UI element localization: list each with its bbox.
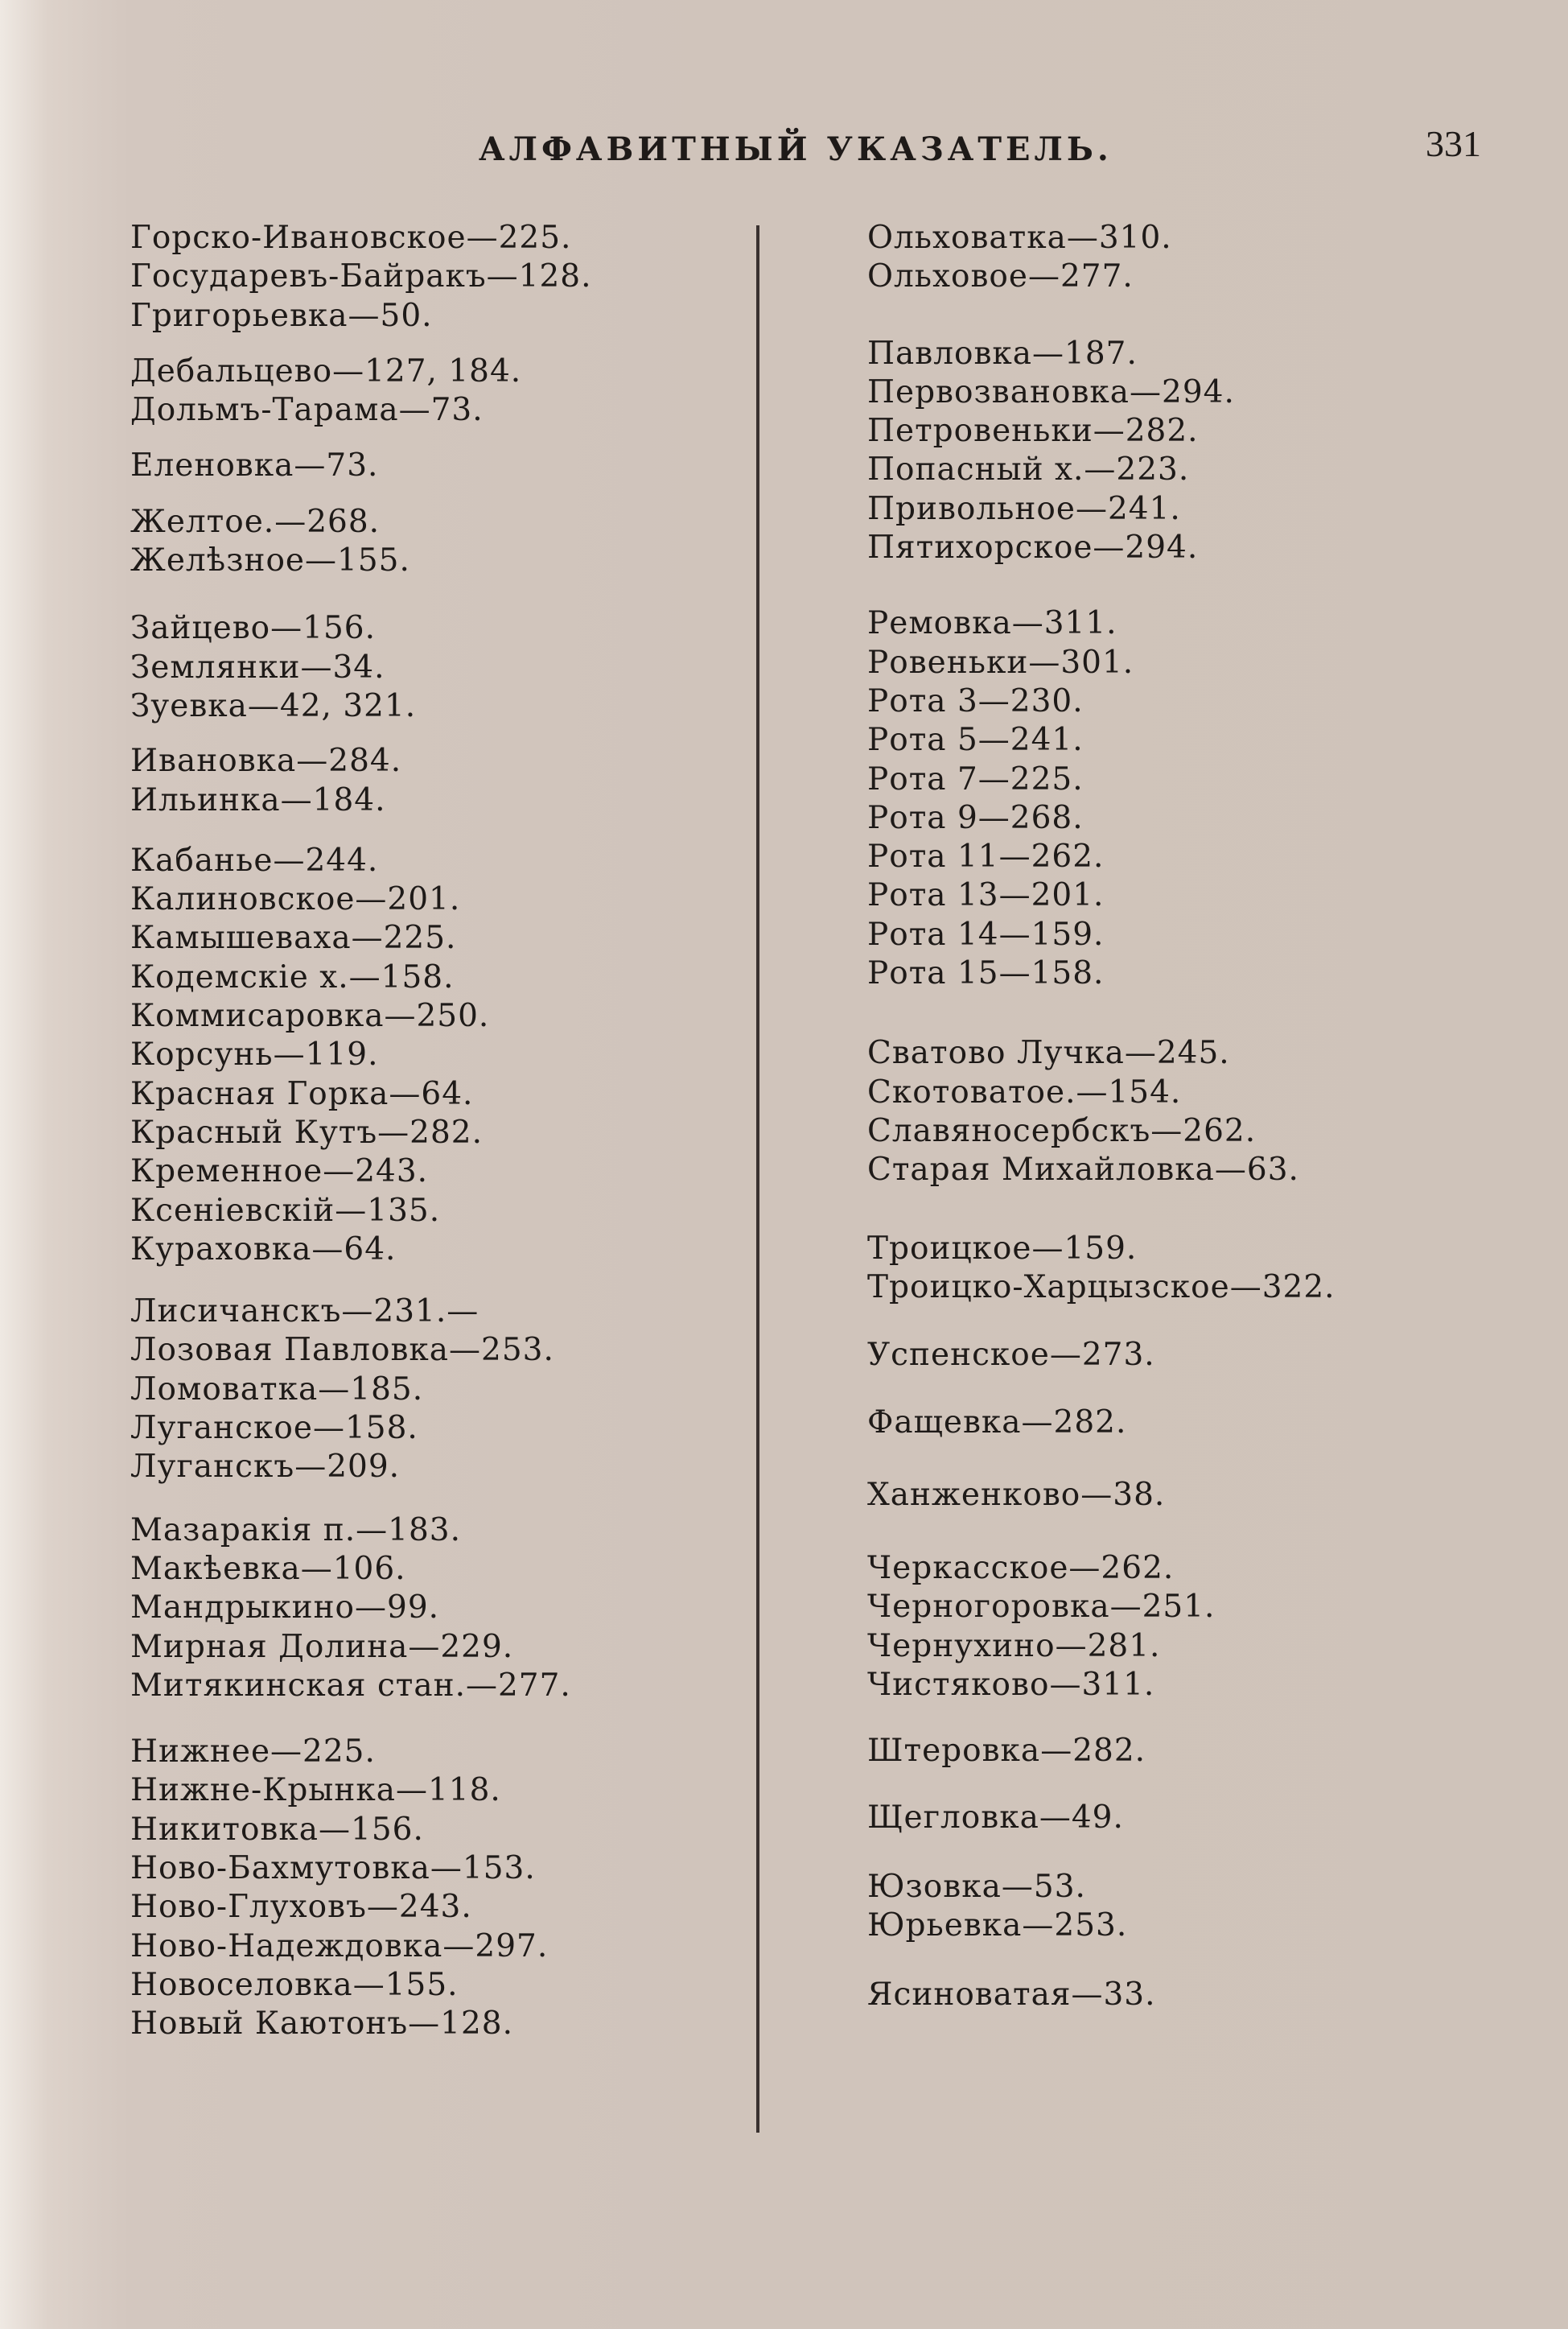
index-entry: Новоселовка—155.: [130, 1966, 459, 2003]
index-group: [130, 1511, 592, 1705]
index-group: [867, 335, 1335, 568]
index-entry: Ивановка—284.: [130, 743, 402, 780]
index-group: [867, 1476, 1335, 1515]
index-entry: Чернухино—281.: [867, 1627, 1161, 1664]
index-entry: Скотоватое.—154.: [867, 1074, 1182, 1111]
index-entry: Землянки—34.: [130, 649, 385, 686]
index-entry: Попасный х.—223.: [867, 451, 1190, 488]
index-entry: Павловка—187.: [867, 335, 1138, 372]
index-entry: Калиновское—201.: [130, 881, 461, 918]
column-divider: [756, 225, 759, 2133]
index-entry: Чистяково—311.: [867, 1666, 1155, 1703]
index-entry: Ханженково—38.: [867, 1476, 1166, 1513]
index-entry: Кременное—243.: [130, 1153, 429, 1190]
right-index-column: [867, 219, 1335, 2015]
index-entry: Мандрыкино—99.: [130, 1589, 440, 1626]
index-entry: Ново-Бахмутовка—153.: [130, 1849, 536, 1886]
index-entry: Дольмъ-Тарама—73.: [130, 392, 484, 429]
index-entry: Троицко-Харцызское—322.: [867, 1268, 1335, 1305]
index-entry: Ремовка—311.: [867, 605, 1117, 642]
index-entry: Корсунь—119.: [130, 1037, 379, 1074]
index-entry: Лозовая Павловка—253.: [130, 1332, 554, 1369]
index-entry: Ясиноватая—33.: [867, 1977, 1156, 2014]
index-group: [130, 503, 592, 581]
index-entry: Ольховатка—310.: [867, 220, 1172, 256]
index-group: [867, 1549, 1335, 1704]
index-entry: Ново-Надеждовка—297.: [130, 1927, 549, 1964]
index-group: [867, 1868, 1335, 1946]
index-group: [867, 1976, 1335, 2014]
index-group: [130, 219, 592, 336]
index-entry: Желѣзное—155.: [130, 542, 410, 579]
index-entry: Красный Кутъ—282.: [130, 1114, 484, 1151]
index-entry: Нижне-Крынка—118.: [130, 1772, 501, 1809]
index-entry: Щегловка—49.: [867, 1799, 1124, 1836]
index-entry: Ломоватка—185.: [130, 1371, 424, 1408]
index-entry: Нижнее—225.: [130, 1733, 376, 1770]
index-group: [130, 1733, 592, 2043]
index-entry: Петровеньки—282.: [867, 413, 1199, 450]
index-entry: Луганское—158.: [130, 1410, 418, 1447]
index-entry: Митякинская стан.—277.: [130, 1667, 571, 1704]
index-entry: Дебальцево—127, 184.: [130, 352, 522, 390]
index-entry: Зуевка—42, 321.: [130, 687, 417, 724]
index-entry: Григорьевка—50.: [130, 297, 433, 334]
index-entry: Рота 9—268.: [867, 799, 1084, 836]
index-entry: Штеровка—282.: [867, 1733, 1146, 1770]
page-number: 331: [1426, 123, 1481, 164]
index-entry: Первозвановка—294.: [867, 373, 1235, 410]
index-entry: Луганскъ—209.: [130, 1449, 401, 1486]
index-entry: Ильинка—184.: [130, 781, 386, 818]
index-entry: Пятихорское—294.: [867, 530, 1199, 567]
index-entry: Черногоровка—251.: [867, 1589, 1216, 1626]
index-entry: Троицкое—159.: [867, 1230, 1138, 1267]
index-entry: Успенское—273.: [867, 1337, 1155, 1374]
index-entry: Красная Горка—64.: [130, 1075, 474, 1112]
index-entry: Рота 11—262.: [867, 839, 1105, 876]
index-entry: Юрьевка—253.: [867, 1907, 1128, 1944]
index-group: [867, 1732, 1335, 1770]
index-group: [867, 1034, 1335, 1189]
index-group: [867, 1230, 1335, 1308]
index-entry: Ровеньки—301.: [867, 644, 1134, 681]
index-entry: Рота 13—201.: [867, 877, 1105, 914]
index-group: [867, 219, 1335, 297]
index-group: [130, 1292, 592, 1486]
index-group: [130, 352, 592, 431]
index-entry: Макѣевка—106.: [130, 1550, 406, 1587]
index-group: [867, 604, 1335, 993]
index-entry: Никитовка—156.: [130, 1811, 424, 1848]
index-entry: Сватово Лучка—245.: [867, 1035, 1230, 1072]
index-entry: Лисичанскъ—231.—: [130, 1293, 479, 1330]
index-group: [130, 609, 592, 726]
index-entry: Горско-Ивановское—225.: [130, 220, 572, 256]
index-entry: Рота 7—225.: [867, 761, 1084, 798]
index-group: [130, 742, 592, 820]
index-entry: Старая Михайловка—63.: [867, 1152, 1299, 1189]
index-entry: Зайцево—156.: [130, 610, 376, 647]
page-header-title: АЛФАВИТНЫЙ УКАЗАТЕЛЬ.: [479, 130, 1113, 168]
index-entry: Государевъ-Байракъ—128.: [130, 258, 592, 295]
index-entry: Славяносербскъ—262.: [867, 1112, 1257, 1149]
index-entry: Желтое.—268.: [130, 503, 381, 540]
index-entry: Еленовка—73.: [130, 447, 379, 484]
index-entry: Мирная Долина—229.: [130, 1628, 514, 1665]
index-entry: Рота 15—158.: [867, 955, 1105, 992]
index-entry: Мазаракія п.—183.: [130, 1511, 461, 1548]
index-entry: Фащевка—282.: [867, 1404, 1127, 1441]
index-entry: Кабанье—244.: [130, 842, 379, 879]
index-group: [867, 1799, 1335, 1837]
left-index-column: [130, 219, 592, 2043]
index-entry: Коммисаровка—250.: [130, 998, 490, 1035]
index-entry: Рота 14—159.: [867, 916, 1105, 953]
index-entry: Рота 3—230.: [867, 682, 1084, 719]
index-group: [130, 842, 592, 1269]
index-group: [867, 1404, 1335, 1442]
index-entry: Юзовка—53.: [867, 1868, 1086, 1905]
index-group: [130, 447, 592, 485]
index-entry: Рота 5—241.: [867, 722, 1084, 759]
index-group: [867, 1336, 1335, 1375]
index-entry: Ксеніевскій—135.: [130, 1192, 441, 1229]
index-entry: Черкасское—262.: [867, 1550, 1175, 1587]
index-entry: Ново-Глуховъ—243.: [130, 1889, 472, 1926]
index-entry: Ольховое—277.: [867, 258, 1134, 295]
index-entry: Привольное—241.: [867, 490, 1181, 527]
index-entry: Кодемскіе х.—158.: [130, 958, 455, 995]
index-entry: Кураховка—64.: [130, 1230, 397, 1268]
index-entry: Новый Каютонъ—128.: [130, 2005, 513, 2043]
index-entry: Камышеваха—225.: [130, 920, 457, 957]
